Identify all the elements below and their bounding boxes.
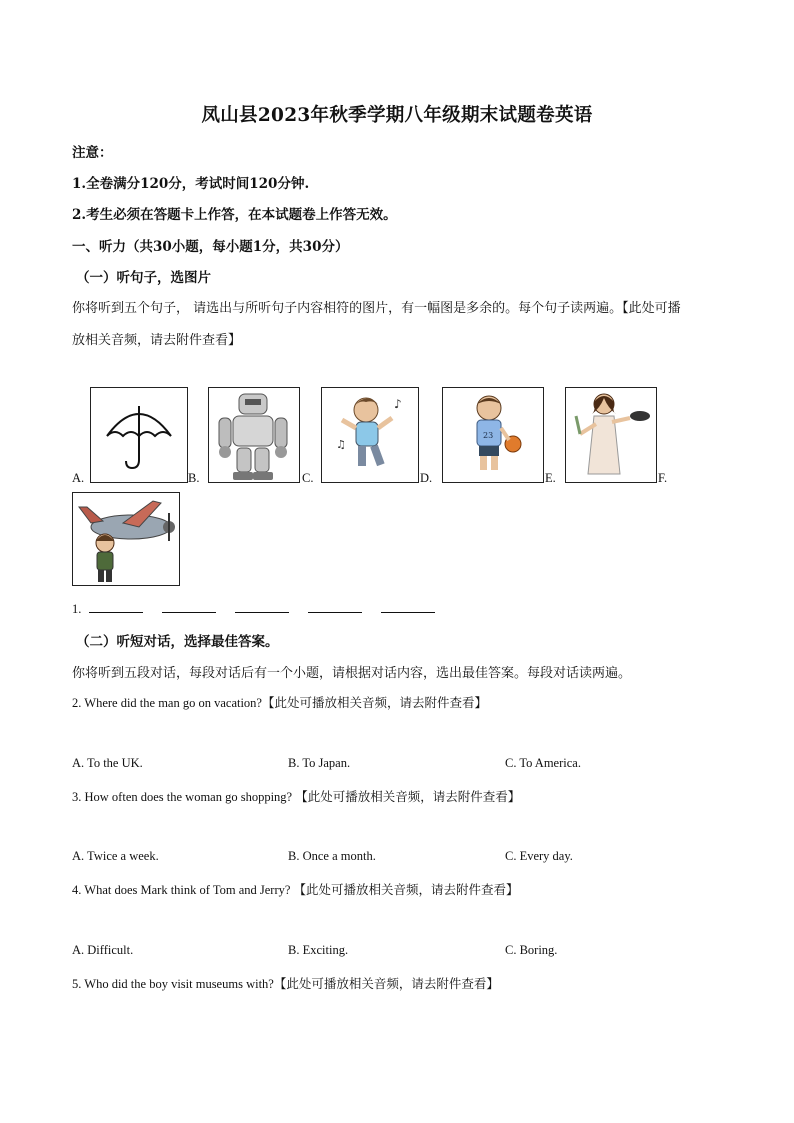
q3-option-b[interactable]: B. Once a month. [288, 849, 376, 863]
robot-icon [208, 387, 300, 483]
page-title: 凤山县2023年秋季学期八年级期末试题卷英语 [201, 105, 593, 126]
picture-label-c: C. [302, 471, 314, 485]
question-3: 3. How often does the woman go shopping? 【此处可播放相关音频，请去附件查看】 [72, 790, 521, 804]
q3-option-a[interactable]: A. Twice a week. [72, 849, 159, 863]
q4-option-c[interactable]: C. Boring. [505, 943, 558, 957]
question-4: 4. What does Mark think of Tom and Jerry? 【此处可播放相关音频，请去附件查看】 [72, 883, 519, 897]
answer-blank-5[interactable] [381, 600, 435, 613]
picture-label-e: E. [545, 471, 556, 485]
q2-option-c[interactable]: C. To America. [505, 756, 581, 770]
part2-instruction: 你将听到五段对话，每段对话后有一个小题，请根据对话内容，选出最佳答案。每段对话读两遍。 [72, 666, 632, 681]
part1-heading: （一）听句子，选图片 [76, 270, 211, 286]
q3-option-c[interactable]: C. Every day. [505, 849, 573, 863]
answer-blank-1[interactable] [89, 600, 143, 613]
answer-blank-2[interactable] [162, 600, 216, 613]
cooking-woman-icon [565, 387, 657, 483]
part1-instruction-line1: 你将听到五个句子， 请选出与所听句子内容相符的图片，有一幅图是多余的。每个句子读两遍。【此处可播 [72, 301, 681, 316]
picture-label-d: D. [420, 471, 433, 485]
part1-instruction-line2: 放相关音频，请去附件查看】 [72, 333, 242, 348]
picture-label-f: F. [658, 471, 668, 485]
picture-label-b: B. [188, 471, 200, 485]
singing-boy-icon [321, 387, 419, 483]
answer-prefix: 1. [72, 602, 82, 616]
picture-label-a: A. [72, 471, 85, 485]
notice-item-1: 1.全卷满分120分，考试时间120分钟. [72, 176, 310, 192]
answer-blank-4[interactable] [308, 600, 362, 613]
q2-option-a[interactable]: A. To the UK. [72, 756, 143, 770]
notice-item-2: 2.考生必须在答题卡上作答，在本试题卷上作答无效。 [72, 207, 397, 223]
question-5: 5. Who did the boy visit museums with?【此处可播放相关音频，请去附件查看】 [72, 977, 499, 991]
svg-text:23: 23 [483, 431, 494, 440]
answer-line [72, 600, 454, 617]
question-2: 2. Where did the man go on vacation?【此处可播放相关音频，请去附件查看】 [72, 696, 487, 710]
section1-heading: 一、听力（共30小题，每小题1分，共30分） [72, 239, 349, 255]
umbrella-icon [90, 387, 188, 483]
svg-text:♫: ♫ [336, 438, 346, 451]
q4-option-a[interactable]: A. Difficult. [72, 943, 134, 957]
basketball-boy-icon [442, 387, 544, 483]
pilot-plane-icon [72, 492, 180, 586]
q2-option-b[interactable]: B. To Japan. [288, 756, 351, 770]
q4-option-b[interactable]: B. Exciting. [288, 943, 349, 957]
answer-blank-3[interactable] [235, 600, 289, 613]
notice-heading: 注意： [72, 145, 113, 161]
svg-text:♪: ♪ [394, 397, 402, 411]
part2-heading: （二）听短对话，选择最佳答案。 [76, 634, 279, 650]
